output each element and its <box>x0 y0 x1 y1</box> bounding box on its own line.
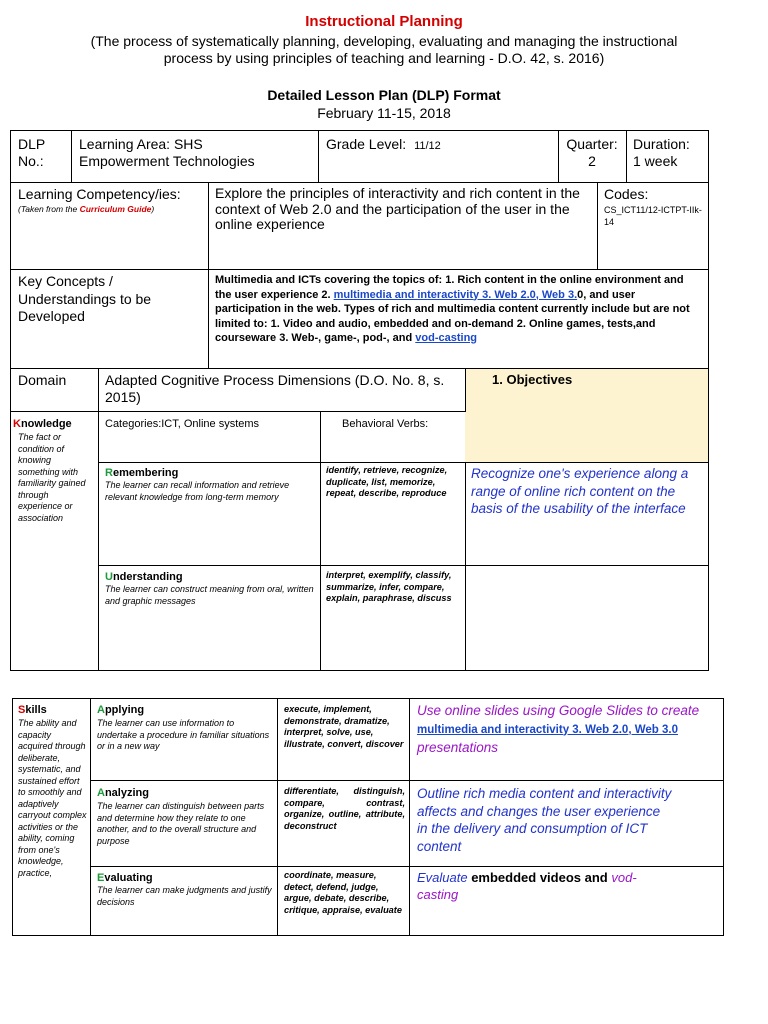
dimensions-label: Adapted Cognitive Process Dimensions (D.O. No. 8, s. 2015) <box>105 372 445 405</box>
skills-heading: Skills <box>18 704 47 716</box>
evaluating-heading: Evaluating <box>97 872 153 884</box>
key-concepts-text: Multimedia and ICTs covering the topics of: 1. Rich content in the online environment and the user experience 2. multimedia and interactivity 3. Web 2.0, Web 3.0, and user participation in the web. Types of rich and multimedia content currently include but are not limited to: 1. Video and audio, embedded and on-demand 2. Online games, tests,and courseware 3. Web-, game-, pod-, and vod-casting <box>215 274 690 344</box>
curriculum-note: (Taken from the Curriculum Guide) <box>18 204 155 214</box>
codes-value: CS_ICT11/12-ICTPT-IIk-14 <box>604 205 702 227</box>
remembering-desc: The learner can recall information and retrieve relevant knowledge from long-term memory <box>105 480 290 502</box>
grade-level: Grade Level: 11/12 <box>326 136 441 152</box>
grade-value: 11/12 <box>414 140 441 152</box>
evaluating-desc: The learner can make judgments and justify decisions <box>97 885 272 907</box>
knowledge-heading: Knowledge <box>13 418 72 430</box>
quarter: Quarter: 2 <box>566 136 618 169</box>
multimedia-link[interactable]: multimedia and interactivity 3. Web 2.0, Web 3. <box>333 288 578 301</box>
learning-area: Learning Area: SHS Empowerment Technologies <box>79 136 255 169</box>
objectives-heading: 1. Objectives <box>492 372 573 387</box>
evaluating-objective: Evaluate embedded videos and vod-casting <box>417 870 637 902</box>
understanding-heading: Understanding <box>105 571 183 583</box>
date: February 11-15, 2018 <box>317 105 451 121</box>
knowledge-desc: The fact or condition of knowing something with familiarity gained through experience or association <box>18 432 86 523</box>
page-title: Instructional Planning <box>305 13 463 30</box>
behavioral-verbs-label: Behavioral Verbs: <box>342 418 429 430</box>
skills-desc: The ability and capacity acquired through deliberate, systematic, and sustained effort to smoothly and adaptively carryout complex activities or the ability, coming from one's knowledge, practice, <box>18 718 87 878</box>
analyzing-heading: Analyzing <box>97 787 149 799</box>
remembering-objective: Recognize one's experience along a range of online rich content on the basis of the usability of the interface <box>471 466 689 517</box>
applying-verbs: execute, implement, demonstrate, dramatize, interpret, solve, use, illustrate, convert, discover <box>284 704 404 749</box>
domain-label: Domain <box>18 372 67 388</box>
subtitle-line-1: (The process of systematically planning, developing, evaluating and managing the instructional <box>90 33 678 49</box>
codes-label: Codes: <box>604 186 649 202</box>
key-concepts-label: Key Concepts / Understandings to be Developed <box>18 273 152 324</box>
dlp-title: Detailed Lesson Plan (DLP) Format <box>267 87 501 103</box>
competency-text: Explore the principles of interactivity and rich content in the context of Web 2.0 and the participation of the user in the online experience <box>215 185 580 232</box>
applying-heading: Applying <box>97 704 145 716</box>
subtitle-line-2: process by using principles of teaching and learning - D.O. 42, s. 2016) <box>163 50 605 66</box>
analyzing-desc: The learner can distinguish between parts and determine how they relate to one another, and to the overall structure and purpose <box>97 801 265 846</box>
understanding-desc: The learner can construct meaning from oral, written and graphic messages <box>105 584 314 606</box>
evaluating-verbs: coordinate, measure, detect, defend, judge, argue, debate, describe, critique, appraise, evaluate <box>284 870 402 915</box>
remembering-verbs: identify, retrieve, recognize, duplicate, list, memorize, repeat, describe, reproduce <box>326 465 448 499</box>
competency-label: Learning Competency/ies: <box>18 186 181 202</box>
understanding-verbs: interpret, exemplify, classify, summarize, infer, compare, explain, paraphrase, discuss <box>326 570 452 604</box>
vod-casting-link[interactable]: vod-casting <box>415 332 478 344</box>
remembering-heading: Remembering <box>105 467 179 479</box>
applying-objective-link[interactable]: multimedia and interactivity 3. Web 2.0, Web 3.0 <box>417 723 678 736</box>
duration: Duration: 1 week <box>633 136 690 169</box>
applying-desc: The learner can use information to undertake a procedure in familiar situations or in a new way <box>97 718 270 751</box>
dlp-no-label: DLP No.: <box>18 136 46 169</box>
analyzing-verbs: differentiate, distinguish, compare, contrast, organize, outline, attribute, deconstruct <box>284 786 405 831</box>
analyzing-objective: Outline rich media content and interactivity affects and changes the user experience in the delivery and consumption of ICT content <box>417 786 672 854</box>
categories: Categories:ICT, Online systems <box>105 418 260 430</box>
applying-objective: Use online slides using Google Slides to create multimedia and interactivity 3. Web 2.0, Web 3.0 presentations <box>417 703 700 755</box>
